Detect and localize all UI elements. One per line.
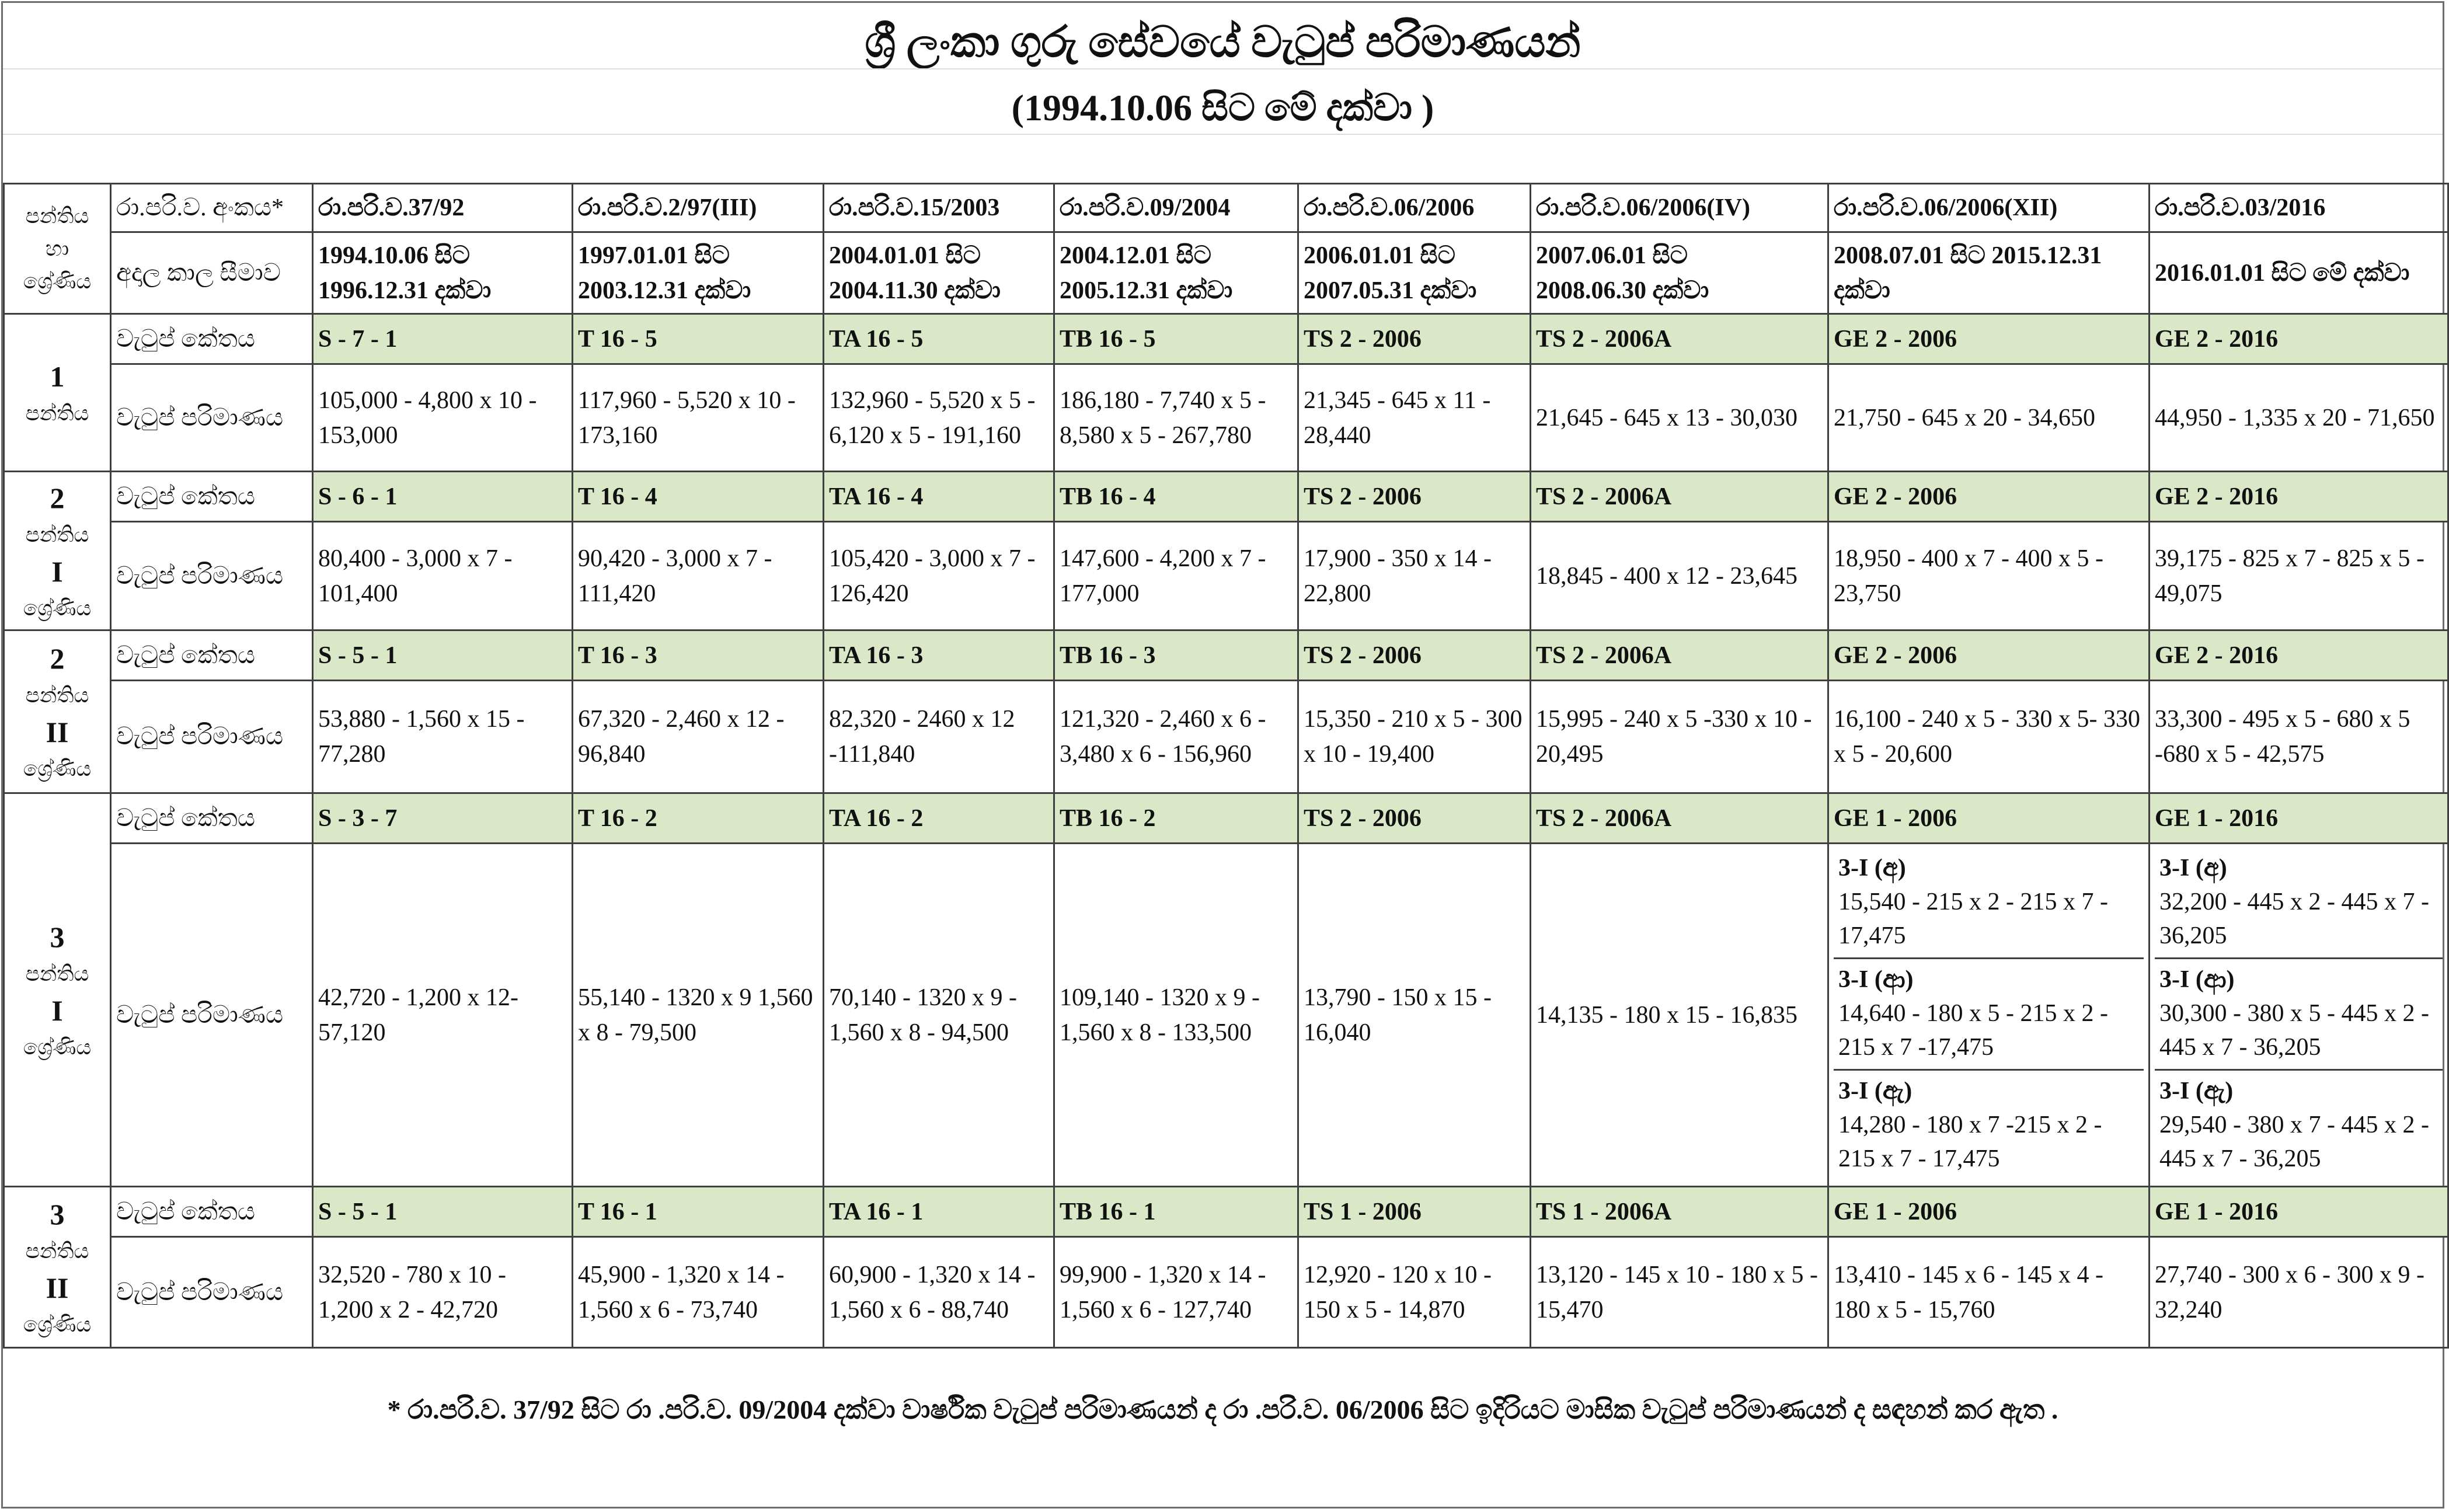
class-number: 2 [50,481,65,514]
salary-scale-cell: 99,900 - 1,320 x 14 - 1,560 x 6 - 127,740 [1054,1237,1298,1348]
salary-code-cell: S - 7 - 1 [313,314,573,364]
salary-code-cell: S - 6 - 1 [313,472,573,522]
circular-number-label: රා.පරි.ව. අංකය* [111,184,313,232]
salary-scale-cell: 18,950 - 400 x 7 - 400 x 5 - 23,750 [1828,522,2150,630]
salary-scale-cell: 186,180 - 7,740 x 5 - 8,580 x 5 - 267,780 [1054,364,1298,472]
period-cell [1531,232,1828,314]
class-word: පන්තිය [25,401,89,425]
salary-scale-split-cell [2150,844,2448,1187]
sub-scale-label: 3-I (ඇ) [2159,1078,2234,1105]
period-line: 2004.12.01 සිට [1060,242,1211,269]
sub-scale [1834,848,2144,959]
salary-scale-cell: 15,995 - 240 x 5 -330 x 10 - 20,495 [1531,681,1828,793]
code-row [4,630,2448,681]
sub-scale [1834,1071,2144,1182]
class-number: 3 [50,920,65,953]
sub-scale [1834,959,2144,1071]
salary-code-cell: GE 2 - 2006 [1828,630,2150,681]
sub-scale-label: 3-I (ඇ) [1838,1078,1912,1105]
period-cell [824,232,1054,314]
class-word: පන්තිය [25,961,89,985]
salary-code-cell: TS 2 - 2006 [1298,472,1531,522]
salary-scale-cell: 132,960 - 5,520 x 5 - 6,120 x 5 - 191,160 [824,364,1054,472]
salary-scale-cell: 67,320 - 2,460 x 12 - 96,840 [573,681,824,793]
salary-scale-cell: 90,420 - 3,000 x 7 - 111,420 [573,522,824,630]
salary-code-cell: GE 2 - 2006 [1828,314,2150,364]
salary-scale-cell: 13,120 - 145 x 10 - 180 x 5 - 15,470 [1531,1237,1828,1348]
period-line: 2016.01.01 සිට මේ දක්වා [2155,259,2410,287]
sub-scale-text: 32,200 - 445 x 2 - 445 x 7 - 36,205 [2159,889,2429,949]
sub-scale-text: 29,540 - 380 x 7 - 445 x 2 - 445 x 7 - 36,205 [2159,1112,2429,1172]
salary-code-label: වැටුප් කේතය [111,314,313,364]
class-grade-cell [4,1187,111,1348]
salary-scale-cell: 55,140 - 1320 x 9 1,560 x 8 - 79,500 [573,844,824,1187]
salary-code-cell: TS 2 - 2006A [1531,793,1828,844]
salary-code-cell: TB 16 - 5 [1054,314,1298,364]
salary-code-cell: GE 1 - 2016 [2150,1187,2448,1237]
salary-code-cell: T 16 - 3 [573,630,824,681]
salary-scale-cell: 45,900 - 1,320 x 14 - 1,560 x 6 - 73,740 [573,1237,824,1348]
period-label: අදාල කාල සීමාව [111,232,313,314]
salary-code-cell: GE 1 - 2016 [2150,793,2448,844]
salary-code-cell: GE 1 - 2006 [1828,793,2150,844]
circular-header: රා.පරි.ව.2/97(III) [573,184,824,232]
salary-code-cell: TA 16 - 3 [824,630,1054,681]
period-cell [1054,232,1298,314]
salary-scale-table [3,183,2449,1349]
salary-scale-cell: 21,750 - 645 x 20 - 34,650 [1828,364,2150,472]
period-line: 2007.05.31 දක්වා [1304,277,1477,304]
period-line: 2006.01.01 සිට [1304,242,1455,269]
salary-scale-cell: 105,000 - 4,800 x 10 - 153,000 [313,364,573,472]
period-line: 1994.10.06 සිට [318,242,470,269]
salary-scale-cell: 27,740 - 300 x 6 - 300 x 9 - 32,240 [2150,1237,2448,1348]
salary-code-cell: TS 2 - 2006 [1298,314,1531,364]
period-line: 2004.01.01 සිට [829,242,981,269]
class-number: 2 [50,642,65,675]
salary-scale-cell: 14,135 - 180 x 15 - 16,835 [1531,844,1828,1187]
circular-header: රා.පරි.ව.15/2003 [824,184,1054,232]
salary-scale-label: වැටුප් පරිමාණය [111,844,313,1187]
circular-header: රා.පරි.ව.06/2006(IV) [1531,184,1828,232]
class-grade-header-word: පන්තිය [25,204,89,228]
salary-scale-cell: 44,950 - 1,335 x 20 - 71,650 [2150,364,2448,472]
salary-code-cell: TS 2 - 2006A [1531,630,1828,681]
sub-scale-label: 3-I (ආ) [2159,966,2235,993]
grade-number: II [46,716,69,748]
salary-code-cell: S - 5 - 1 [313,1187,573,1237]
grade-word: ශ්‍රේණිය [23,596,92,620]
salary-scale-cell: 17,900 - 350 x 14 - 22,800 [1298,522,1531,630]
sub-scale-text: 14,280 - 180 x 7 -215 x 2 - 215 x 7 - 17,475 [1838,1112,2102,1172]
period-cell [2150,232,2448,314]
salary-code-cell: TS 2 - 2006 [1298,630,1531,681]
salary-scale-cell: 42,720 - 1,200 x 12- 57,120 [313,844,573,1187]
salary-code-cell: TB 16 - 2 [1054,793,1298,844]
salary-code-cell: T 16 - 1 [573,1187,824,1237]
salary-code-cell: S - 5 - 1 [313,630,573,681]
salary-scale-cell: 13,790 - 150 x 15 - 16,040 [1298,844,1531,1187]
class-number: 1 [50,360,65,393]
salary-scale-label: වැටුප් පරිමාණය [111,522,313,630]
grade-number: I [51,555,63,588]
circular-header: රා.පරි.ව.37/92 [313,184,573,232]
salary-scale-cell: 32,520 - 780 x 10 - 1,200 x 2 - 42,720 [313,1237,573,1348]
class-grade-cell [4,314,111,472]
salary-scale-cell: 21,645 - 645 x 13 - 30,030 [1531,364,1828,472]
sub-scale [2155,959,2443,1071]
period-line: 2003.12.31 දක්වා [578,277,751,304]
period-cell [1298,232,1531,314]
header-row-periods [4,232,2448,314]
period-line: 2008.07.01 සිට 2015.12.31 [1834,242,2102,269]
salary-scale-cell: 109,140 - 1320 x 9 - 1,560 x 8 - 133,500 [1054,844,1298,1187]
class-grade-cell [4,472,111,630]
sub-scale-text: 14,640 - 180 x 5 - 215 x 2 - 215 x 7 -17,475 [1838,1000,2108,1061]
salary-code-cell: T 16 - 5 [573,314,824,364]
salary-scale-cell: 13,410 - 145 x 6 - 145 x 4 - 180 x 5 - 15,760 [1828,1237,2150,1348]
class-grade-cell [4,630,111,793]
period-line: 2007.06.01 සිට [1536,242,1688,269]
class-word: පන්තිය [25,522,89,546]
salary-code-cell: TB 16 - 1 [1054,1187,1298,1237]
grade-word: ශ්‍රේණිය [23,1312,92,1336]
salary-scale-cell: 117,960 - 5,520 x 10 - 173,160 [573,364,824,472]
scale-row [4,844,2448,1187]
circular-header: රා.පරි.ව.03/2016 [2150,184,2448,232]
salary-code-cell: T 16 - 2 [573,793,824,844]
salary-code-cell: TS 2 - 2006A [1531,314,1828,364]
class-word: පන්තිය [25,684,89,707]
salary-scale-split-cell [1828,844,2150,1187]
salary-scale-sheet [1,1,2444,1508]
code-row [4,793,2448,844]
salary-scale-cell: 70,140 - 1320 x 9 - 1,560 x 8 - 94,500 [824,844,1054,1187]
sub-scale-label: 3-I (අ) [1838,855,1906,882]
salary-code-label: වැටුප් කේතය [111,472,313,522]
grade-word: ශ්‍රේණිය [23,757,92,781]
salary-code-cell: TB 16 - 3 [1054,630,1298,681]
scale-row [4,364,2448,472]
period-cell [573,232,824,314]
class-word: පන්තිය [25,1239,89,1263]
salary-scale-cell: 60,900 - 1,320 x 14 - 1,560 x 6 - 88,740 [824,1237,1054,1348]
salary-scale-cell: 12,920 - 120 x 10 - 150 x 5 - 14,870 [1298,1237,1531,1348]
salary-scale-cell: 21,345 - 645 x 11 - 28,440 [1298,364,1531,472]
salary-code-cell: TA 16 - 4 [824,472,1054,522]
salary-scale-cell: 15,350 - 210 x 5 - 300 x 10 - 19,400 [1298,681,1531,793]
salary-code-cell: TA 16 - 5 [824,314,1054,364]
scale-row [4,1237,2448,1348]
class-grade-header-word: ශ්‍රේණිය [23,270,92,293]
salary-scale-cell: 105,420 - 3,000 x 7 - 126,420 [824,522,1054,630]
salary-code-cell: GE 2 - 2016 [2150,472,2448,522]
salary-code-cell: GE 1 - 2006 [1828,1187,2150,1237]
sub-scale [2155,1071,2443,1182]
salary-code-label: වැටුප් කේතය [111,793,313,844]
period-cell [1828,232,2150,314]
salary-code-cell: TS 2 - 2006A [1531,472,1828,522]
salary-code-label: වැටුප් කේතය [111,1187,313,1237]
class-grade-header-word: හා [45,237,69,260]
sub-scale-text: 30,300 - 380 x 5 - 445 x 2 - 445 x 7 - 36,205 [2159,1000,2429,1061]
code-row [4,314,2448,364]
period-line: 2008.06.30 දක්වා [1536,277,1709,304]
period-line: 1997.01.01 සිට [578,242,730,269]
code-row [4,472,2448,522]
circular-header: රා.පරි.ව.06/2006 [1298,184,1531,232]
salary-scale-cell: 16,100 - 240 x 5 - 330 x 5- 330 x 5 - 20,600 [1828,681,2150,793]
salary-scale-cell: 147,600 - 4,200 x 7 - 177,000 [1054,522,1298,630]
period-line: 1996.12.31 දක්වා [318,277,492,304]
class-grade-cell [4,793,111,1187]
grade-number: I [51,994,63,1027]
circular-header: රා.පරි.ව.06/2006(XII) [1828,184,2150,232]
page-title: ශ්‍රී ලංකා ගුරු සේවයේ වැටුප් පරිමාණයන් [865,19,1581,67]
sub-scale-label: 3-I (ආ) [1838,966,1914,993]
salary-scale-label: වැටුප් පරිමාණය [111,364,313,472]
footnote: * රා.පරි.ව. 37/92 සිට රා .පරි.ව. 09/2004 දක්වා වාර්ෂික වැටුප් පරිමාණයන් ද රා .පරි.ව. 06/2006 සිට ඉදිරියට මාසික වැටුප් පරිමාණයන් ද සඳහන් කර ඇත . [387,1395,2058,1424]
title-divider [3,68,2443,69]
grade-number: II [46,1271,69,1304]
page-subtitle: (1994.10.06 සිට මේ දක්වා ) [1011,87,1434,128]
scale-row [4,522,2448,630]
class-grade-header [4,184,111,314]
period-line: 2005.12.31 දක්වා [1060,277,1233,304]
sub-scale-text: 15,540 - 215 x 2 - 215 x 7 - 17,475 [1838,889,2108,949]
salary-code-cell: T 16 - 4 [573,472,824,522]
salary-scale-cell: 33,300 - 495 x 5 - 680 x 5 -680 x 5 - 42,575 [2150,681,2448,793]
grade-word: ශ්‍රේණිය [23,1035,92,1059]
salary-scale-cell: 80,400 - 3,000 x 7 - 101,400 [313,522,573,630]
salary-scale-label: වැටුප් පරිමාණය [111,681,313,793]
salary-code-cell: TS 1 - 2006 [1298,1187,1531,1237]
period-line: දක්වා [1834,277,1890,304]
salary-code-cell: TS 2 - 2006 [1298,793,1531,844]
salary-code-label: වැටුප් කේතය [111,630,313,681]
class-number: 3 [50,1197,65,1231]
salary-scale-cell: 82,320 - 2460 x 12 -111,840 [824,681,1054,793]
salary-code-cell: TS 1 - 2006A [1531,1187,1828,1237]
code-row [4,1187,2448,1237]
salary-code-cell: GE 2 - 2016 [2150,630,2448,681]
salary-code-cell: GE 2 - 2016 [2150,314,2448,364]
salary-code-cell: GE 2 - 2006 [1828,472,2150,522]
salary-code-cell: TA 16 - 1 [824,1187,1054,1237]
circular-header: රා.පරි.ව.09/2004 [1054,184,1298,232]
scale-row [4,681,2448,793]
salary-code-cell: TA 16 - 2 [824,793,1054,844]
salary-scale-cell: 121,320 - 2,460 x 6 - 3,480 x 6 - 156,960 [1054,681,1298,793]
subtitle-divider [3,134,2443,135]
salary-code-cell: S - 3 - 7 [313,793,573,844]
salary-scale-label: වැටුප් පරිමාණය [111,1237,313,1348]
salary-code-cell: TB 16 - 4 [1054,472,1298,522]
period-line: 2004.11.30 දක්වා [829,277,1001,304]
header-row-circulars [4,184,2448,232]
sub-scale-label: 3-I (අ) [2159,855,2227,882]
salary-scale-cell: 18,845 - 400 x 12 - 23,645 [1531,522,1828,630]
salary-scale-cell: 53,880 - 1,560 x 15 - 77,280 [313,681,573,793]
period-cell [313,232,573,314]
sub-scale [2155,848,2443,959]
salary-scale-cell: 39,175 - 825 x 7 - 825 x 5 - 49,075 [2150,522,2448,630]
